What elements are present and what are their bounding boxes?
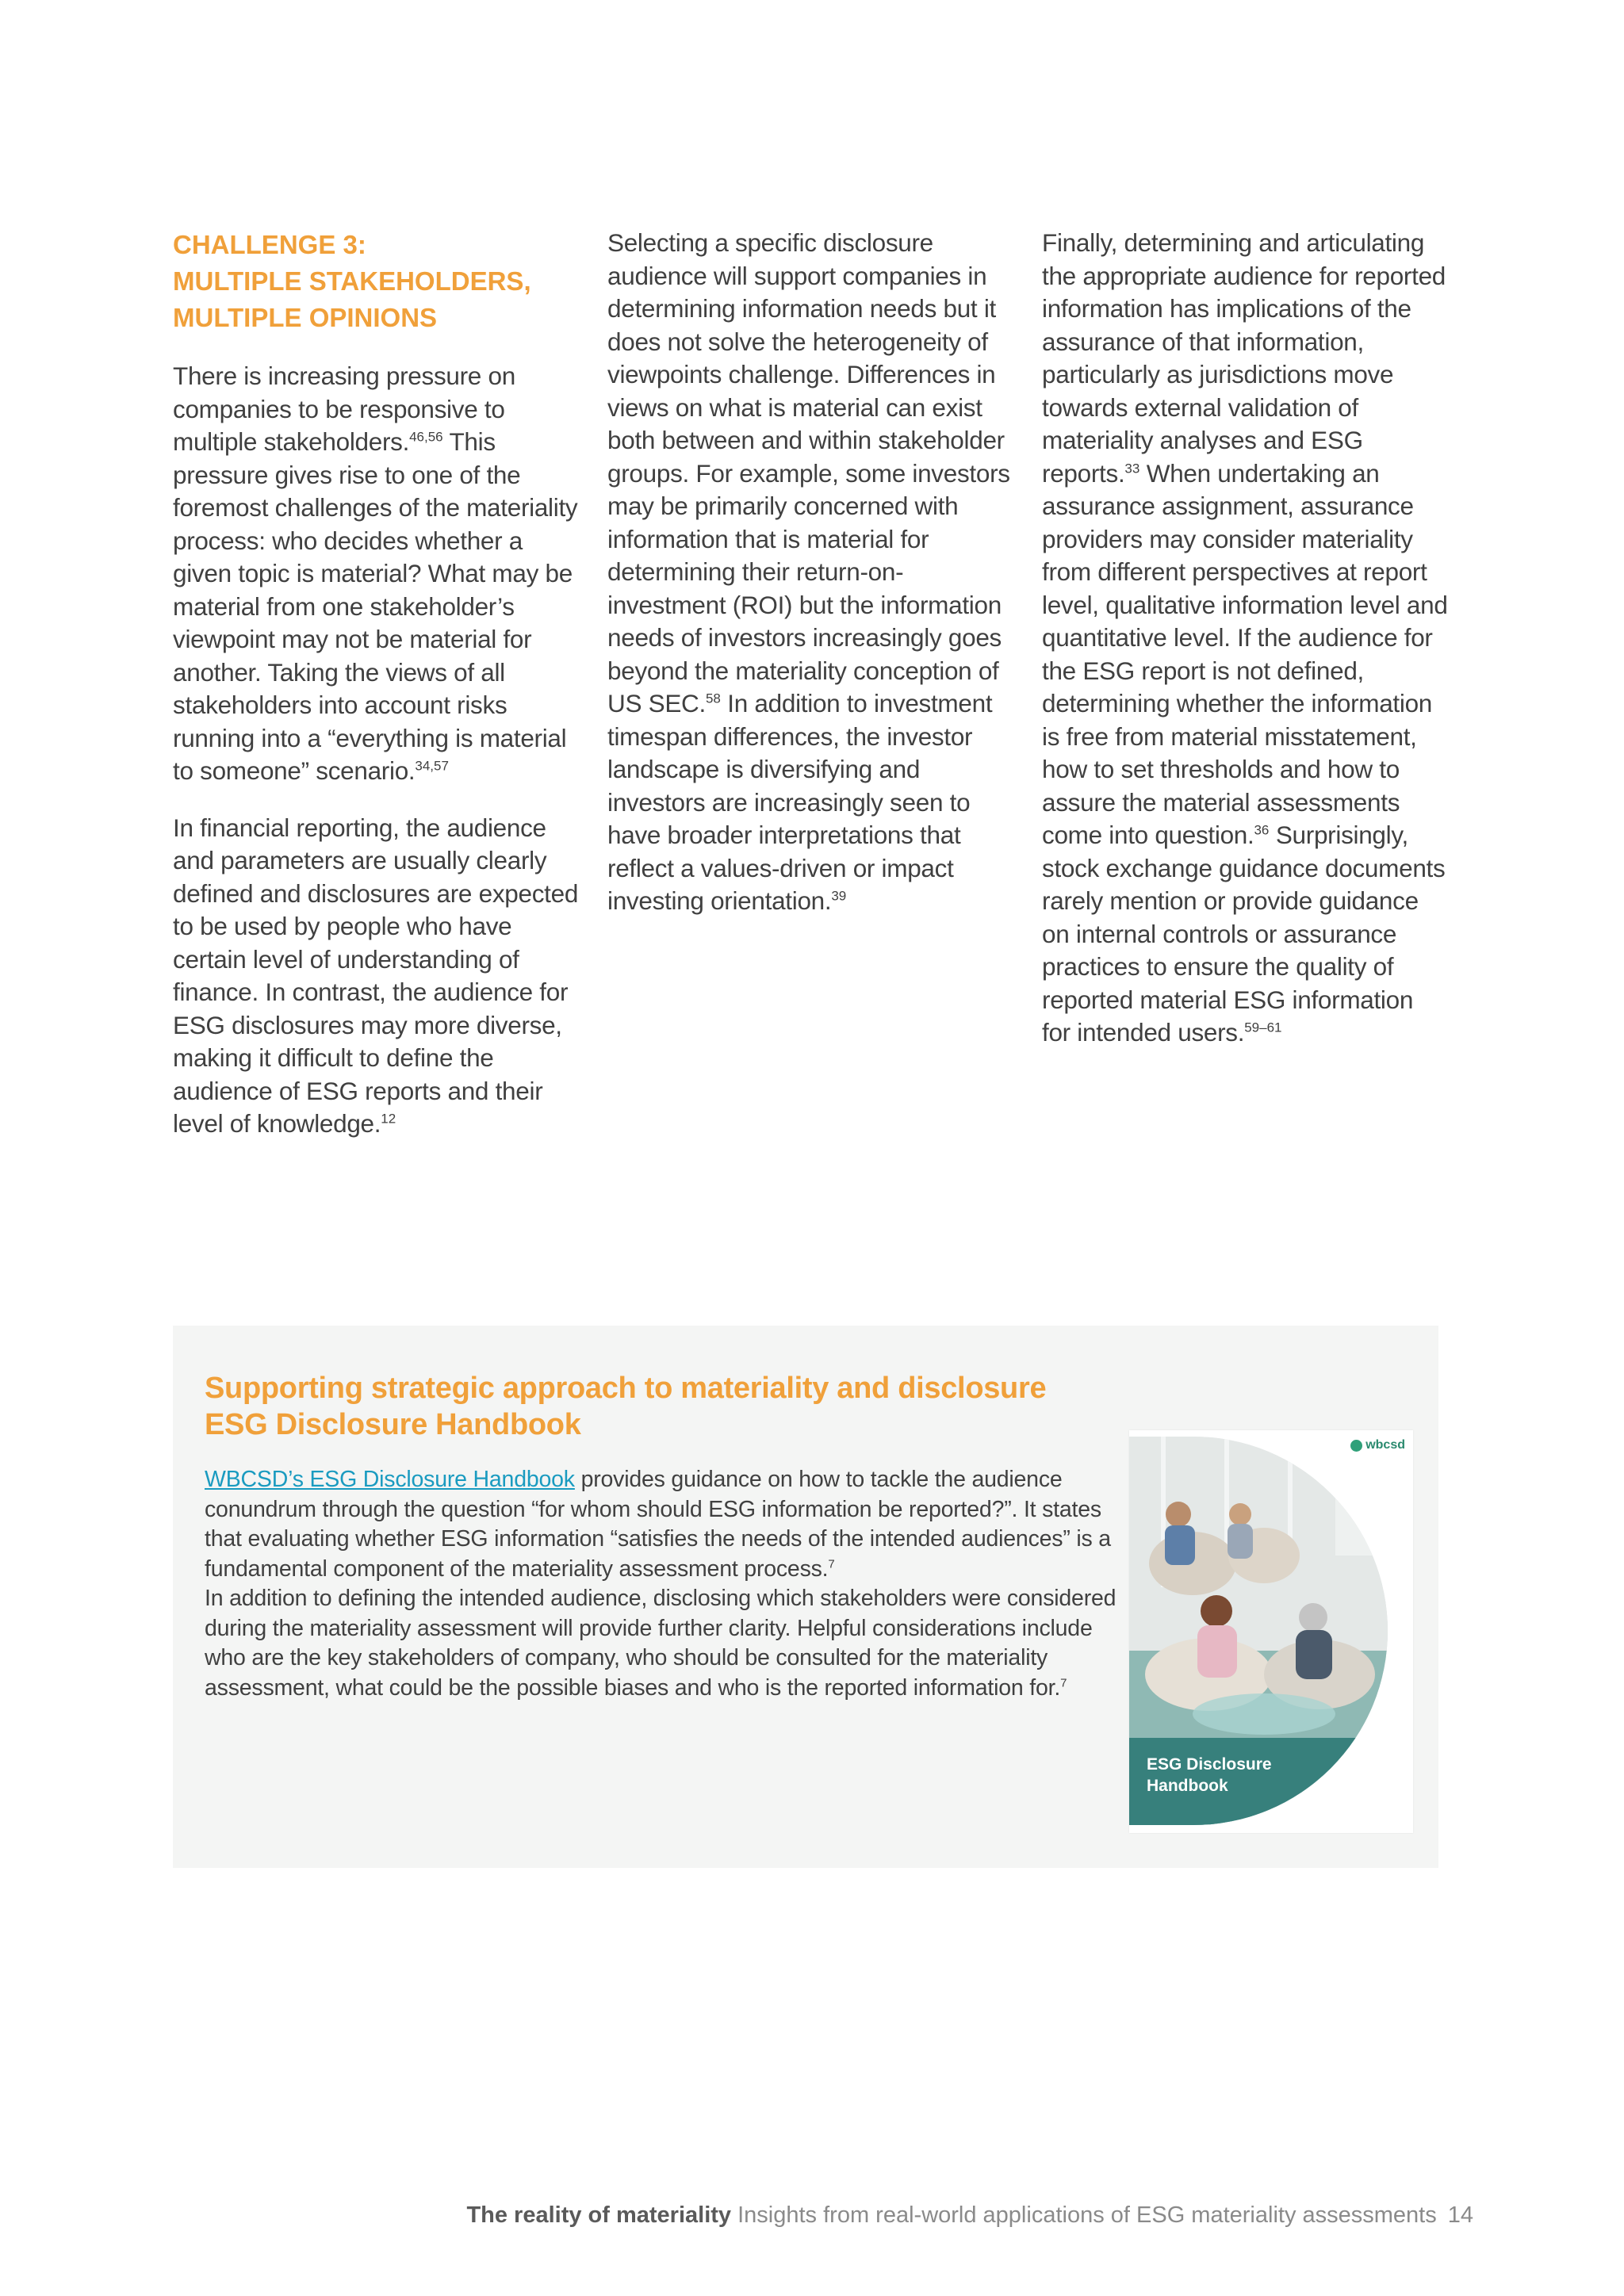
column-1 [173, 227, 579, 1165]
callout-heading-line-1: Supporting strategic approach to materiality and disclosure [205, 1372, 1047, 1405]
footer-title: The reality of materiality [466, 2202, 732, 2228]
wbcsd-logo-text: wbcsd [1365, 1438, 1405, 1452]
page-number: 14 [1447, 2202, 1473, 2228]
citation: 34,57 [415, 758, 449, 774]
cover-title-line: Handbook [1147, 1777, 1228, 1795]
callout-heading-line-2: ESG Disclosure Handbook [205, 1408, 581, 1441]
cover-title-line: ESG Disclosure [1147, 1755, 1272, 1774]
page-footer [466, 2202, 1473, 2229]
citation: 7 [828, 1557, 835, 1571]
callout-box [173, 1326, 1438, 1868]
handbook-link[interactable]: WBCSD’s ESG Disclosure Handbook [205, 1467, 575, 1492]
wbcsd-logo-icon [1350, 1440, 1362, 1452]
footer-subtitle: Insights from real-world applications of ESG materiality assessments [731, 2202, 1437, 2228]
text: Finally, determining and articulating the appropriate audience for reported information has implications of the assurance of that information, particularly as jurisdictions move towards external validation of materiality analyses and ESG reports. [1042, 228, 1446, 488]
callout-paragraph-1 [205, 1465, 1132, 1584]
callout-body [205, 1465, 1132, 1703]
callout-paragraph-2 [205, 1584, 1132, 1703]
citation: 59–61 [1244, 1020, 1282, 1035]
citation: 39 [831, 888, 847, 904]
column-2 [607, 227, 1013, 942]
citation: 33 [1124, 461, 1140, 476]
cover-title [1147, 1754, 1272, 1797]
text: In addition to defining the intended audience, disclosing which stakeholders were considered during the materiality assessment will provide further clarity. Helpful considerations include who are the key stakeholders of company, who should be consulted for the materiality assessment, what could be the possible biases and who is the reported information for. [205, 1586, 1116, 1701]
text: Surprisingly, stock exchange guidance documents rarely mention or provide guidance on internal controls or assurance practices to ensure the quality of reported material ESG information for intended users. [1042, 821, 1446, 1047]
text: In addition to investment timespan differences, the investor landscape is diversifying and investors are increasingly seen to have broader interpretations that reflect a values-driven or impact investing orientation. [607, 689, 993, 915]
challenge-title [173, 227, 579, 336]
wbcsd-logo [1350, 1438, 1405, 1452]
text: Selecting a specific disclosure audience will support companies in determining information needs but it does not solve the heterogeneity of viewpoints challenge. Differences in views on what is material can exist both between and within stakeholder groups. For example, some investors may be primarily concerned with information that is material for determining their return-on-investment (ROI) but the information needs of investors increasingly goes beyond the materiality conception of US SEC. [607, 228, 1010, 718]
text: When undertaking an assurance assignment, assurance providers may consider materiality from different perspectives at report level, qualitative information level and quantitative level. If the audience for the ESG report is not defined, determining whether the information is free from material misstatement, how to set thresholds and how to assure the material assessments come into question. [1042, 458, 1448, 849]
col1-paragraph-1 [173, 360, 579, 788]
citation: 46,56 [409, 429, 443, 445]
text: In financial reporting, the audience and parameters are usually clearly defined and disclosures are expected to be used by people who have certain level of understanding of finance. In contrast, the audience for ESG disclosures may more diverse, making it difficult to define the audience of ESG reports and their level of knowledge. [173, 813, 579, 1138]
text: There is increasing pressure on companies to be responsive to multiple stakeholders. [173, 362, 515, 456]
challenge-title-line: CHALLENGE 3: [173, 230, 366, 259]
citation: 7 [1060, 1676, 1067, 1689]
citation: 12 [381, 1111, 396, 1127]
citation: 58 [705, 691, 721, 706]
column-3 [1042, 227, 1448, 1073]
cover-photo [1129, 1437, 1388, 1825]
handbook-cover-image[interactable] [1129, 1430, 1413, 1833]
col3-paragraph [1042, 227, 1448, 1050]
col2-paragraph [607, 227, 1013, 918]
col1-paragraph-2 [173, 812, 579, 1141]
challenge-title-line: MULTIPLE OPINIONS [173, 303, 438, 332]
citation: 36 [1254, 822, 1270, 838]
callout-heading [205, 1370, 1235, 1443]
text: provides guidance on how to tackle the audience conundrum through the question “for whom should ESG information be reported?”. It states that evaluating whether ESG information “satisfies the needs of the intended audiences” is a fundamental component of the materiality assessment process. [205, 1467, 1111, 1582]
text: This pressure gives rise to one of the foremost challenges of the materiality process: who decides whether a given topic is material? What may be material from one stakeholder’s viewpoint may not be material for another. Taking the views of all stakeholders into account risks running into a “everything is material to someone” scenario. [173, 427, 578, 785]
challenge-title-line: MULTIPLE STAKEHOLDERS, [173, 266, 531, 296]
